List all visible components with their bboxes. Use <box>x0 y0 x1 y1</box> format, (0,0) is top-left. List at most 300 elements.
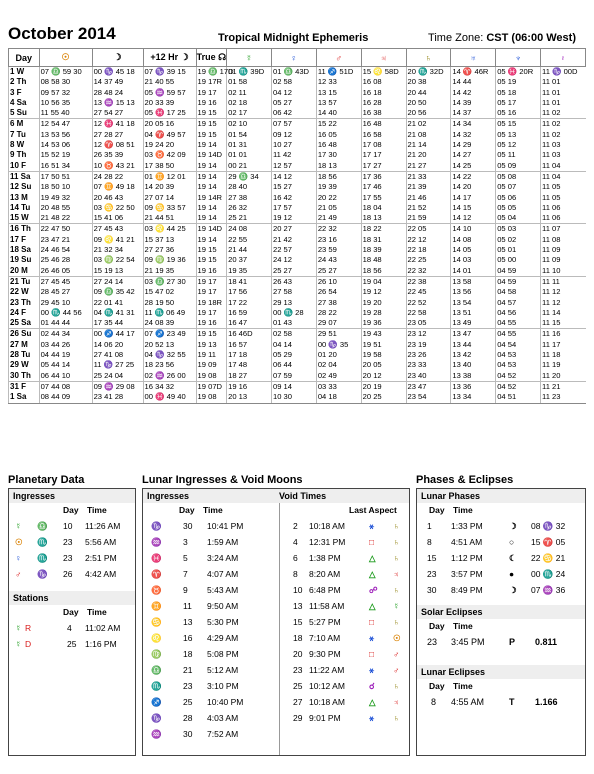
position-cell: 12 54 47 <box>39 119 92 130</box>
time: 4:07 AM <box>207 569 239 579</box>
position-cell: 24 43 <box>316 255 361 265</box>
time: 1:33 PM <box>451 521 483 531</box>
position-cell: 11 10 <box>541 266 586 277</box>
position-cell: 01 ♏ 39D <box>227 67 272 78</box>
day-cell: 5 Su <box>9 108 40 119</box>
lunar-phase-row <box>417 583 585 599</box>
position-cell: 19 49 32 <box>39 193 92 203</box>
position-cell: 11 04 <box>541 161 586 172</box>
position-cell: 22 05 <box>406 224 451 235</box>
position-cell: 17 50 51 <box>39 171 92 182</box>
position-cell: 11 07 <box>541 224 586 235</box>
position-cell: 20 44 <box>406 88 451 98</box>
day-cell: 28 Tu <box>9 350 40 360</box>
position-cell: 20 05 <box>361 360 406 370</box>
position-cell: 14 37 49 <box>92 77 143 87</box>
position-cell: 12 ♓ 41 18 <box>92 119 143 130</box>
position-cell: 05 09 <box>496 161 541 172</box>
position-cell: 04 59 <box>496 276 541 287</box>
position-cell: 15 22 <box>316 119 361 130</box>
position-cell: 14 03 <box>451 255 496 265</box>
lunar-eclipse-row: 8 4:55 AM T 1.166 <box>431 697 558 707</box>
day: 8 <box>293 569 298 579</box>
lunar-ingress-row <box>143 711 279 727</box>
sign-symbol: ♓ <box>151 553 162 563</box>
position-cell: 20 52 13 <box>143 340 196 350</box>
sign-symbol: ♊ <box>151 601 162 611</box>
lunar-ingress-row <box>143 583 279 599</box>
day-cell: 1 W <box>9 67 40 78</box>
time: 8:20 AM <box>309 569 341 579</box>
position-cell: 17 35 44 <box>92 318 143 329</box>
position-cell: 18 13 <box>361 213 406 224</box>
position-cell: 18 04 <box>361 203 406 213</box>
stations-subheader: Stations <box>9 591 135 605</box>
ephemeris-row <box>9 245 586 255</box>
position-cell: 18 27 <box>227 371 272 382</box>
position-cell: 19 18R <box>196 298 227 308</box>
position-cell: 00 ♐ 44 17 <box>92 329 143 340</box>
sign-symbol: ♒ <box>151 537 162 547</box>
time: 1:16 PM <box>85 639 117 649</box>
position-cell: 11 06 <box>541 213 586 224</box>
sign-symbol: ♏ <box>37 537 48 547</box>
time: 4:42 AM <box>85 569 117 579</box>
lunar-ingress-row <box>143 615 279 631</box>
time: 5:30 PM <box>207 617 239 627</box>
day: 4 <box>293 537 298 547</box>
position-cell: 19 14 <box>196 213 227 224</box>
position-cell: 17 08 <box>361 140 406 150</box>
position-cell: 16 48 <box>316 140 361 150</box>
day: 23 <box>427 569 437 579</box>
position-cell: 14 20 <box>451 182 496 192</box>
position-cell: 21 14 <box>406 140 451 150</box>
day: 6 <box>293 553 298 563</box>
lunar-box <box>142 488 410 756</box>
position-cell: 00 ♑ 45 18 <box>92 67 143 78</box>
position-cell: 11 21 <box>541 381 586 392</box>
time: 12:31 PM <box>309 537 346 547</box>
position-cell: 11 01 <box>541 98 586 108</box>
month-title: October 2014 <box>8 24 116 43</box>
day-cell: 18 Sa <box>9 245 40 255</box>
planet-symbol: ♄ <box>393 585 400 595</box>
sign-symbol: ♑ <box>151 713 162 723</box>
position-cell: 19 15 <box>196 329 227 340</box>
day-cell: 25 Sa <box>9 318 40 329</box>
position-cell: 21 59 <box>406 213 451 224</box>
position-cell: 07 59 <box>271 371 316 382</box>
position-cell: 07 ♑ 39 15 <box>143 67 196 78</box>
position-cell: 02 49 <box>316 371 361 382</box>
position-cell: 17 30 <box>316 150 361 160</box>
day-cell: 17 F <box>9 235 40 245</box>
day: 30 <box>183 729 193 739</box>
ephemeris-title: Tropical Midnight Ephemeris <box>218 32 369 44</box>
position-cell: 19 43 <box>361 329 406 340</box>
position-cell: 07 ♐ 23 49 <box>143 329 196 340</box>
position-cell: 19 17 <box>196 287 227 297</box>
position-cell: 19 17 <box>196 88 227 98</box>
position-cell: 07 ♎ 59 30 <box>39 67 92 78</box>
ephemeris-row <box>9 182 586 192</box>
moon-phase-icon: ☽ <box>509 521 517 531</box>
day: 16 <box>183 633 193 643</box>
ephemeris-row <box>9 98 586 108</box>
ephemeris-row <box>9 276 586 287</box>
aspect-symbol: ⚹ <box>369 521 375 531</box>
ephemeris-row <box>9 308 586 318</box>
position-cell: 21 44 51 <box>143 213 196 224</box>
time: 3:57 PM <box>451 569 483 579</box>
position-cell: 19 14R <box>196 193 227 203</box>
day: 13 <box>183 617 193 627</box>
time: 1:12 PM <box>451 553 483 563</box>
position-cell: 18 31 <box>361 235 406 245</box>
day: 10 <box>293 585 303 595</box>
position-cell: 22 45 <box>406 287 451 297</box>
position-cell: 21 19 35 <box>143 266 196 277</box>
planet-symbol: ♃ <box>393 697 400 707</box>
position-cell: 20 22 <box>316 193 361 203</box>
planet-symbol: ♂ <box>15 569 22 579</box>
position-cell: 11 08 <box>541 235 586 245</box>
position-cell: 04 53 <box>496 360 541 370</box>
position-cell: 24 08 39 <box>143 318 196 329</box>
col-time: Time <box>453 621 473 631</box>
position-cell: 04 ♑ 32 55 <box>143 350 196 360</box>
position-cell: 05 ♓ 17 25 <box>143 108 196 119</box>
position-cell: 06 44 <box>271 360 316 370</box>
col-day: Day <box>63 505 79 515</box>
position-cell: 11 14 <box>541 308 586 318</box>
aspect-symbol: △ <box>369 569 376 579</box>
day-cell: 8 W <box>9 140 40 150</box>
position-cell: 11 02 <box>541 108 586 119</box>
day: 29 <box>293 713 303 723</box>
position-cell: 19 36 <box>361 318 406 329</box>
aspect-symbol: △ <box>369 601 376 611</box>
day-cell: 14 Tu <box>9 203 40 213</box>
position-cell: 02 17 <box>227 108 272 119</box>
position-cell: 23 16 <box>316 235 361 245</box>
lunar-title: Lunar Ingresses & Void Moons <box>142 474 303 486</box>
lunar-ingress-row <box>143 567 279 583</box>
ephemeris-row <box>9 213 586 224</box>
ephemeris-row <box>9 161 586 172</box>
position-cell: 23 47 21 <box>39 235 92 245</box>
ingress-row <box>9 567 135 583</box>
position-cell: 13 15 <box>316 88 361 98</box>
ingresses-subheader: Ingresses <box>9 489 135 503</box>
position-cell: 24 46 54 <box>39 245 92 255</box>
position-cell: 04 14 <box>271 340 316 350</box>
sign-symbol: ♒ <box>151 729 162 739</box>
position-cell: 19 14 <box>196 203 227 213</box>
position-cell: 26 35 39 <box>92 150 143 160</box>
ephemeris-row <box>9 318 586 329</box>
position-cell: 18 50 10 <box>39 182 92 192</box>
position-cell: 26 43 <box>271 276 316 287</box>
position-cell: 03 ♌ 44 25 <box>143 224 196 235</box>
position-cell: 01 01 <box>227 150 272 160</box>
position-cell: 19 14D <box>196 150 227 160</box>
aspect-symbol: □ <box>369 537 375 547</box>
lunar-ingress-row <box>143 647 279 663</box>
day-cell: 9 Th <box>9 150 40 160</box>
position-cell: 11 19 <box>541 360 586 370</box>
position-cell: 04 58 <box>496 287 541 297</box>
position-cell: 20 12 <box>361 371 406 382</box>
position-cell: 04 51 <box>496 392 541 403</box>
day-cell: 24 F <box>9 308 40 318</box>
position-cell: 03 ♉ 42 09 <box>143 150 196 160</box>
void-row <box>283 519 409 535</box>
position-cell: 14 12 <box>271 171 316 182</box>
ephemeris-row <box>9 88 586 98</box>
position-cell: 11 12 <box>541 287 586 297</box>
lunar-phase-row <box>417 519 585 535</box>
position-cell: 21 27 <box>406 161 451 172</box>
position-cell: 04 57 <box>496 298 541 308</box>
position-cell: 23 41 28 <box>92 392 143 403</box>
planet-symbol: ♄ <box>393 553 400 563</box>
position-cell: 01 43 <box>271 318 316 329</box>
position-cell: 07 ♊ 49 18 <box>92 182 143 192</box>
position-cell: 26 46 05 <box>39 266 92 277</box>
sign-symbol: ♑ <box>151 521 162 531</box>
column-header: ♀ <box>271 49 316 67</box>
day-cell: 4 Sa <box>9 98 40 108</box>
position-cell: 19 51 <box>361 340 406 350</box>
position-cell: 17 56 <box>227 287 272 297</box>
day-cell: 31 F <box>9 381 40 392</box>
ephemeris-row <box>9 371 586 382</box>
day-cell: 7 Tu <box>9 130 40 140</box>
day: 7 <box>183 569 188 579</box>
position-cell: 15 52 19 <box>39 150 92 160</box>
position-cell: 04 59 <box>496 266 541 277</box>
time: 5:43 AM <box>207 585 239 595</box>
position-cell: 04 18 <box>316 392 361 403</box>
position-cell: 11 02 <box>541 130 586 140</box>
position-cell: 03 33 <box>316 381 361 392</box>
time: 1:59 AM <box>207 537 239 547</box>
position-cell: 21 02 <box>406 119 451 130</box>
position-cell: 24 08 <box>227 224 272 235</box>
day-cell: 19 Su <box>9 255 40 265</box>
position-cell: 05 06 <box>496 193 541 203</box>
position-cell: 16 42 <box>271 193 316 203</box>
column-header: +12 Hr ☽ <box>143 49 196 67</box>
column-header: Day <box>9 49 40 67</box>
column-header: ♃ <box>361 49 406 67</box>
day-cell: 30 Th <box>9 371 40 382</box>
day: 23 <box>183 681 193 691</box>
column-header: ♆ <box>496 49 541 67</box>
ephemeris-row <box>9 235 586 245</box>
column-header: True ☊ <box>196 49 227 67</box>
position-cell: 21 44 <box>227 245 272 255</box>
sign-symbol: ♎ <box>37 521 48 531</box>
position: 07 ♒ 36 <box>531 585 566 595</box>
day: 27 <box>293 697 303 707</box>
position-cell: 05 00 <box>496 255 541 265</box>
col-time: Time <box>453 681 473 691</box>
position-cell: 19 04 <box>361 276 406 287</box>
day-cell: 6 M <box>9 119 40 130</box>
planet-symbol: ♄ <box>393 681 400 691</box>
position-cell: 09 57 32 <box>39 88 92 98</box>
void-row <box>283 567 409 583</box>
position-cell: 14 22 <box>451 171 496 182</box>
void-row <box>283 711 409 727</box>
position-cell: 13 58 <box>451 276 496 287</box>
ephemeris-row <box>9 360 586 370</box>
position-cell: 20 13 <box>227 392 272 403</box>
ephemeris-row <box>9 340 586 350</box>
position-cell: 05 08 <box>496 171 541 182</box>
col-time: Time <box>203 505 223 515</box>
ephemeris-row <box>9 329 586 340</box>
position-cell: 19 17 <box>196 308 227 318</box>
day: 3 <box>183 537 188 547</box>
position-cell: 00 21 <box>227 161 272 172</box>
position-cell: 04 ♏ 41 31 <box>92 308 143 318</box>
position-cell: 23 54 <box>406 392 451 403</box>
position-cell: 25 21 <box>227 213 272 224</box>
station-mark: D <box>25 639 32 649</box>
time: 4:03 AM <box>207 713 239 723</box>
position-cell: 05 02 <box>496 235 541 245</box>
position-cell: 11 01 <box>541 77 586 87</box>
position-cell: 16 46D <box>227 329 272 340</box>
position-cell: 15 47 02 <box>143 287 196 297</box>
position-cell: 11 09 <box>541 255 586 265</box>
planet-symbol: ☉ <box>15 537 23 547</box>
position-cell: 11 01 <box>541 88 586 98</box>
aspect-symbol: □ <box>369 649 375 659</box>
position-cell: 14 10 <box>451 224 496 235</box>
position-cell: 24 12 <box>271 255 316 265</box>
time: 10:18 AM <box>309 521 345 531</box>
position-cell: 13 36 <box>451 381 496 392</box>
position-cell: 03 ♋ 22 50 <box>92 203 143 213</box>
position-cell: 22 58 <box>406 308 451 318</box>
position-cell: 19 12 <box>361 287 406 297</box>
void-row <box>283 599 409 615</box>
day-cell: 3 F <box>9 88 40 98</box>
position-cell: 18 56 <box>361 266 406 277</box>
position-cell: 19 58 <box>361 350 406 360</box>
position-cell: 01 ♊ 12 01 <box>143 171 196 182</box>
ingress-row <box>9 519 135 535</box>
void-row <box>283 695 409 711</box>
day: 20 <box>293 649 303 659</box>
day: 4 <box>67 623 72 633</box>
sign-symbol: ♐ <box>151 697 162 707</box>
column-header: ♇ <box>541 49 586 67</box>
position-cell: 04 55 <box>496 329 541 340</box>
day-cell: 10 F <box>9 161 40 172</box>
position-cell: 05 29 <box>271 350 316 360</box>
position-cell: 05 17 <box>496 98 541 108</box>
position-cell: 19 16 <box>196 266 227 277</box>
position-cell: 02 58 <box>271 77 316 87</box>
position-cell: 13 38 <box>451 371 496 382</box>
position-cell: 04 12 <box>271 88 316 98</box>
day: 21 <box>183 665 193 675</box>
position-cell: 03 ♍ 22 54 <box>92 255 143 265</box>
day-cell: 13 M <box>9 193 40 203</box>
position-cell: 11 ♑ 27 25 <box>92 360 143 370</box>
position-cell: 16 34 32 <box>143 381 196 392</box>
position-cell: 19 28 <box>361 308 406 318</box>
position-cell: 12 ♈ 08 51 <box>92 140 143 150</box>
position-cell: 05 27 <box>271 98 316 108</box>
position-cell: 18 56 <box>316 171 361 182</box>
planet-symbol: ♄ <box>393 713 400 723</box>
ephemeris-row <box>9 130 586 140</box>
lunar-ingress-row <box>143 551 279 567</box>
position-cell: 05 ♒ 59 57 <box>143 88 196 98</box>
position-cell: 22 32 <box>316 224 361 235</box>
position-cell: 05 01 <box>496 245 541 255</box>
position-cell: 16 59 <box>227 308 272 318</box>
position-cell: 05 44 14 <box>39 360 92 370</box>
position-cell: 23 12 <box>406 329 451 340</box>
lunar-ingress-row <box>143 727 279 743</box>
position-cell: 25 27 <box>316 266 361 277</box>
position-cell: 28 48 24 <box>92 88 143 98</box>
planet-symbol: ☿ <box>15 639 22 649</box>
position-cell: 16 38 <box>361 108 406 119</box>
position-cell: 13 53 56 <box>39 130 92 140</box>
position-cell: 17 27 <box>361 161 406 172</box>
void-row <box>283 647 409 663</box>
time: 11:22 AM <box>309 665 345 675</box>
position-cell: 06 42 <box>271 108 316 119</box>
void-row <box>283 615 409 631</box>
position-cell: 14 53 06 <box>39 140 92 150</box>
position-cell: 27 45 45 <box>39 276 92 287</box>
ingress-row <box>9 551 135 567</box>
position-cell: 23 33 <box>406 360 451 370</box>
position-cell: 15 19 13 <box>92 266 143 277</box>
time: 10:18 AM <box>309 697 345 707</box>
position-cell: 01 ♎ 43D <box>271 67 316 78</box>
lunar-ingress-row <box>143 631 279 647</box>
position-cell: 11 03 <box>541 140 586 150</box>
position-cell: 19 16 <box>227 381 272 392</box>
time: 5:12 AM <box>207 665 239 675</box>
position-cell: 11 55 40 <box>39 108 92 119</box>
position-cell: 22 25 <box>406 255 451 265</box>
position-cell: 19 14 <box>196 140 227 150</box>
day-cell: 1 Sa <box>9 392 40 403</box>
position-cell: 27 41 08 <box>92 350 143 360</box>
position: 15 ♈ 05 <box>531 537 566 547</box>
column-header: ♅ <box>451 49 496 67</box>
position-cell: 29 13 <box>271 298 316 308</box>
position-cell: 05 16 <box>496 108 541 119</box>
position-cell: 20 56 <box>406 108 451 119</box>
position-cell: 14 39 <box>451 98 496 108</box>
position-cell: 04 52 <box>496 381 541 392</box>
position-cell: 18 13 <box>316 161 361 172</box>
position-cell: 14 15 <box>451 203 496 213</box>
